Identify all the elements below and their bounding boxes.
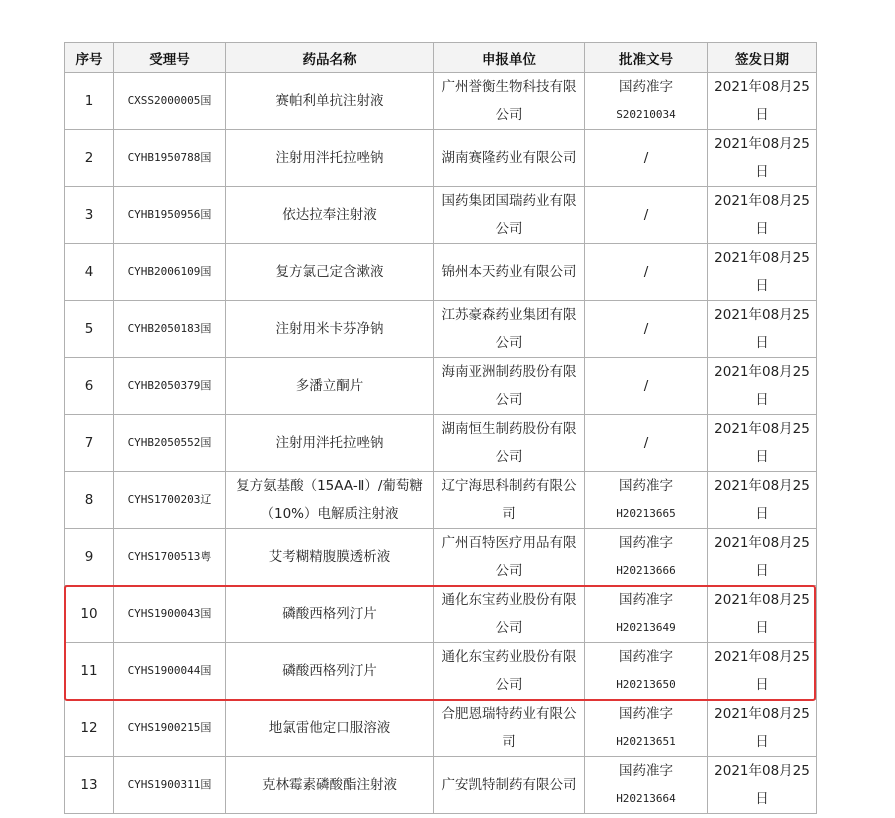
cell-applicant: 广安凯特制药有限公司 <box>434 757 585 814</box>
cell-acceptance-number: CYHB1950956国 <box>114 187 226 244</box>
cell-issue-date: 2021年08月25日 <box>708 700 817 757</box>
cell-serial-number: 11 <box>65 643 114 700</box>
table-header-row <box>65 43 817 73</box>
cell-acceptance-number: CYHS1700513粤 <box>114 529 226 586</box>
cell-approval-number <box>585 73 708 130</box>
cell-acceptance-number: CYHS1900043国 <box>114 586 226 643</box>
table-row <box>65 757 817 814</box>
cell-serial-number: 1 <box>65 73 114 130</box>
cell-drug-name: 克林霉素磷酸酯注射液 <box>226 757 434 814</box>
table-row <box>65 187 817 244</box>
cell-approval-number <box>585 358 708 415</box>
cell-serial-number: 5 <box>65 301 114 358</box>
approval-code: S20210034 <box>616 108 676 121</box>
header-serial-number: 序号 <box>65 43 114 73</box>
cell-acceptance-number: CYHS1700203辽 <box>114 472 226 529</box>
cell-serial-number: 3 <box>65 187 114 244</box>
approval-code: H20213651 <box>616 735 676 748</box>
cell-serial-number: 8 <box>65 472 114 529</box>
cell-issue-date: 2021年08月25日 <box>708 529 817 586</box>
drug-approval-table-container <box>64 42 816 814</box>
cell-drug-name: 多潘立酮片 <box>226 358 434 415</box>
header-approval-number: 批准文号 <box>585 43 708 73</box>
table-row <box>65 586 817 643</box>
table-body <box>65 73 817 814</box>
table-row <box>65 415 817 472</box>
header-acceptance-number: 受理号 <box>114 43 226 73</box>
approval-code: H20213665 <box>616 507 676 520</box>
cell-acceptance-number: CYHS1900215国 <box>114 700 226 757</box>
cell-approval-number <box>585 472 708 529</box>
cell-drug-name: 艾考糊精腹膜透析液 <box>226 529 434 586</box>
table-row <box>65 700 817 757</box>
approval-prefix: 国药准字 <box>619 763 673 779</box>
cell-issue-date: 2021年08月25日 <box>708 187 817 244</box>
approval-prefix: / <box>643 378 649 394</box>
table-row <box>65 472 817 529</box>
cell-applicant: 湖南恒生制药股份有限公司 <box>434 415 585 472</box>
approval-prefix: 国药准字 <box>619 592 673 608</box>
cell-drug-name: 磷酸西格列汀片 <box>226 643 434 700</box>
cell-applicant: 锦州本天药业有限公司 <box>434 244 585 301</box>
approval-prefix: 国药准字 <box>619 649 673 665</box>
cell-issue-date: 2021年08月25日 <box>708 472 817 529</box>
cell-acceptance-number: CYHB2006109国 <box>114 244 226 301</box>
cell-approval-number <box>585 187 708 244</box>
table-row <box>65 130 817 187</box>
table-row <box>65 529 817 586</box>
cell-acceptance-number: CYHB2050379国 <box>114 358 226 415</box>
cell-acceptance-number: CYHB2050552国 <box>114 415 226 472</box>
table-row <box>65 358 817 415</box>
approval-prefix: / <box>643 264 649 280</box>
cell-approval-number <box>585 301 708 358</box>
cell-drug-name: 复方氨基酸（15AA-Ⅱ）/葡萄糖（10%）电解质注射液 <box>226 472 434 529</box>
approval-code: H20213666 <box>616 564 676 577</box>
cell-acceptance-number: CXSS2000005国 <box>114 73 226 130</box>
cell-drug-name: 注射用泮托拉唑钠 <box>226 130 434 187</box>
cell-issue-date: 2021年08月25日 <box>708 301 817 358</box>
cell-drug-name: 赛帕利单抗注射液 <box>226 73 434 130</box>
table-row <box>65 301 817 358</box>
cell-applicant: 广州百特医疗用品有限公司 <box>434 529 585 586</box>
approval-prefix: / <box>643 150 649 166</box>
table-row <box>65 244 817 301</box>
approval-prefix: / <box>643 207 649 223</box>
cell-issue-date: 2021年08月25日 <box>708 757 817 814</box>
cell-issue-date: 2021年08月25日 <box>708 73 817 130</box>
cell-issue-date: 2021年08月25日 <box>708 130 817 187</box>
header-applicant: 申报单位 <box>434 43 585 73</box>
table-row <box>65 643 817 700</box>
cell-serial-number: 9 <box>65 529 114 586</box>
approval-code: H20213650 <box>616 678 676 691</box>
cell-drug-name: 注射用米卡芬净钠 <box>226 301 434 358</box>
cell-issue-date: 2021年08月25日 <box>708 358 817 415</box>
cell-applicant: 国药集团国瑞药业有限公司 <box>434 187 585 244</box>
drug-approval-table <box>64 42 817 814</box>
cell-approval-number <box>585 586 708 643</box>
cell-applicant: 通化东宝药业股份有限公司 <box>434 643 585 700</box>
header-drug-name: 药品名称 <box>226 43 434 73</box>
cell-serial-number: 10 <box>65 586 114 643</box>
table-row <box>65 73 817 130</box>
approval-prefix: 国药准字 <box>619 79 673 95</box>
cell-applicant: 海南亚洲制药股份有限公司 <box>434 358 585 415</box>
header-issue-date: 签发日期 <box>708 43 817 73</box>
cell-approval-number <box>585 529 708 586</box>
cell-applicant: 通化东宝药业股份有限公司 <box>434 586 585 643</box>
cell-acceptance-number: CYHB1950788国 <box>114 130 226 187</box>
cell-issue-date: 2021年08月25日 <box>708 643 817 700</box>
cell-drug-name: 依达拉奉注射液 <box>226 187 434 244</box>
cell-issue-date: 2021年08月25日 <box>708 244 817 301</box>
cell-drug-name: 地氯雷他定口服溶液 <box>226 700 434 757</box>
cell-applicant: 广州誉衡生物科技有限公司 <box>434 73 585 130</box>
cell-approval-number <box>585 643 708 700</box>
cell-serial-number: 12 <box>65 700 114 757</box>
cell-approval-number <box>585 244 708 301</box>
cell-drug-name: 注射用泮托拉唑钠 <box>226 415 434 472</box>
cell-acceptance-number: CYHS1900044国 <box>114 643 226 700</box>
approval-prefix: 国药准字 <box>619 706 673 722</box>
cell-serial-number: 6 <box>65 358 114 415</box>
cell-approval-number <box>585 757 708 814</box>
approval-prefix: / <box>643 321 649 337</box>
cell-serial-number: 2 <box>65 130 114 187</box>
approval-prefix: 国药准字 <box>619 535 673 551</box>
cell-drug-name: 复方氯己定含漱液 <box>226 244 434 301</box>
approval-prefix: / <box>643 435 649 451</box>
cell-acceptance-number: CYHB2050183国 <box>114 301 226 358</box>
cell-applicant: 合肥恩瑞特药业有限公司 <box>434 700 585 757</box>
approval-prefix: 国药准字 <box>619 478 673 494</box>
cell-issue-date: 2021年08月25日 <box>708 586 817 643</box>
cell-applicant: 辽宁海思科制药有限公司 <box>434 472 585 529</box>
approval-code: H20213664 <box>616 792 676 805</box>
cell-serial-number: 7 <box>65 415 114 472</box>
cell-serial-number: 13 <box>65 757 114 814</box>
cell-approval-number <box>585 415 708 472</box>
cell-serial-number: 4 <box>65 244 114 301</box>
cell-approval-number <box>585 130 708 187</box>
cell-drug-name: 磷酸西格列汀片 <box>226 586 434 643</box>
approval-code: H20213649 <box>616 621 676 634</box>
cell-applicant: 江苏豪森药业集团有限公司 <box>434 301 585 358</box>
cell-approval-number <box>585 700 708 757</box>
cell-acceptance-number: CYHS1900311国 <box>114 757 226 814</box>
cell-applicant: 湖南赛隆药业有限公司 <box>434 130 585 187</box>
cell-issue-date: 2021年08月25日 <box>708 415 817 472</box>
